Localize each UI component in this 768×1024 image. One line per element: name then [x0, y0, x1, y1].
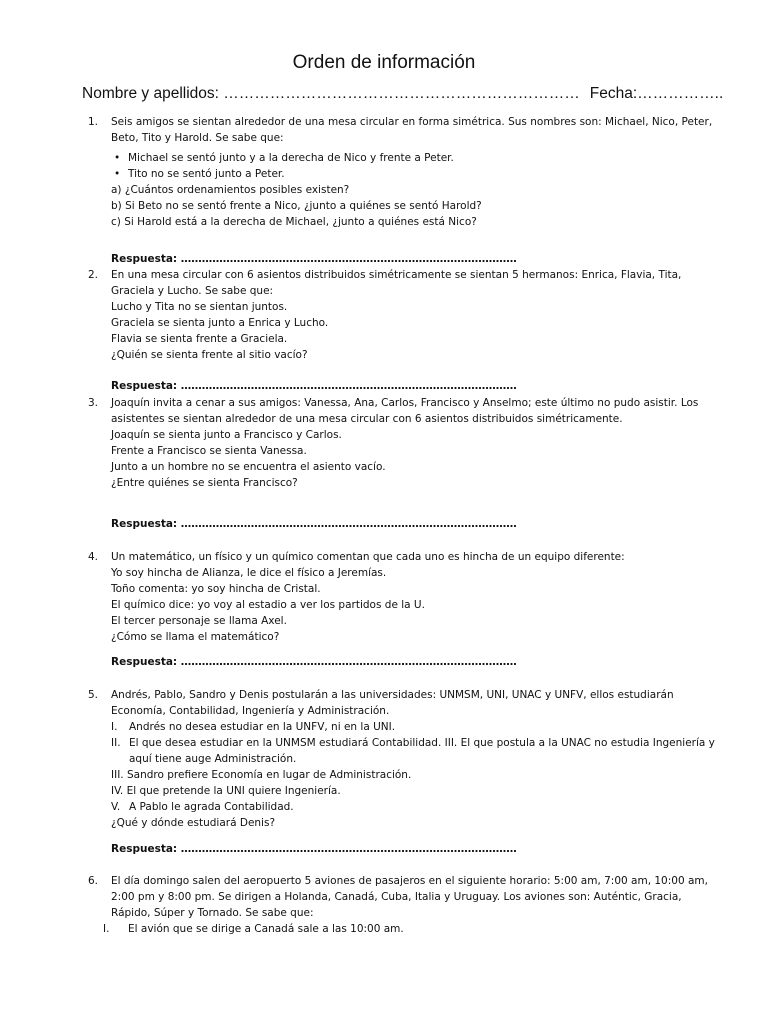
statement: El tercer personaje se llama Axel. — [111, 615, 287, 627]
statement: Joaquín se sienta junto a Francisco y Carlos. — [111, 429, 342, 441]
question-number: 5. — [88, 689, 99, 701]
question-intro: Un matemático, un físico y un químico comentan que cada uno es hincha de un equipo diferente: — [111, 551, 625, 563]
date-field-label: Fecha:…………….. — [589, 85, 724, 102]
list-item: V. A Pablo le agrada Contabilidad. — [111, 801, 294, 813]
question-number: 3. — [88, 397, 99, 409]
sub-question-a: a) ¿Cuántos ordenamientos posibles existen? — [111, 184, 350, 196]
question-number: 1. — [88, 116, 99, 128]
answer-line-1: Respuesta: …………………………………………………………………………………… — [111, 253, 517, 265]
question-intro: En una mesa circular con 6 asientos distribuidos simétricamente se sientan 5 hermanos: Enrica, Flavia, Tita, Graciela y Lucho. Se sabe que: — [111, 269, 682, 297]
statement: Graciela se sienta junto a Enrica y Lucho. — [111, 317, 329, 329]
page-title: Orden de información — [292, 52, 476, 73]
answer-line-5: Respuesta: …………………………………………………………………………………… — [111, 843, 517, 855]
statement: Toño comenta: yo soy hincha de Cristal. — [111, 583, 321, 595]
list-item: • Tito no se sentó junto a Peter. — [114, 168, 285, 180]
sub-question-b: b) Si Beto no se sentó frente a Nico, ¿junto a quiénes se sentó Harold? — [111, 200, 482, 212]
question-number: 4. — [88, 551, 99, 563]
sub-question-c: c) Si Harold está a la derecha de Michael, ¿junto a quiénes está Nico? — [111, 216, 477, 228]
name-date-line — [82, 83, 742, 105]
statement: Flavia se sienta frente a Graciela. — [111, 333, 288, 345]
question-intro: Andrés, Pablo, Sandro y Denis postularán a las universidades: UNMSM, UNI, UNAC y UNFV, ellos estudiarán Economía, Contabilidad, Ingeniería y Administración. — [111, 689, 674, 717]
question-number: 6. — [88, 875, 99, 887]
list-item: III. Sandro prefiere Economía en lugar de Administración. — [111, 769, 412, 781]
question-prompt: ¿Quién se sienta frente al sitio vacío? — [111, 349, 308, 361]
statement: Yo soy hincha de Alianza, le dice el físico a Jeremías. — [111, 567, 387, 579]
statement: Junto a un hombre no se encuentra el asiento vacío. — [111, 461, 386, 473]
question-number: 2. — [88, 269, 99, 281]
list-item: I. Andrés no desea estudiar en la UNFV, ni en la UNI. — [111, 721, 396, 733]
list-item: II. El que desea estudiar en la UNMSM estudiará Contabilidad. III. El que postula a la UNAC no estudia Ingeniería y aquí tiene auge Administración. — [111, 737, 715, 765]
answer-line-2: Respuesta: …………………………………………………………………………………… — [111, 380, 517, 392]
question-intro: El día domingo salen del aeropuerto 5 aviones de pasajeros en el siguiente horario: 5:00 am, 7:00 am, 10:00 am, 2:00 pm y 8:00 pm. Se dirigen a Holanda, Canadá, Cuba, Italia y Uruguay. Los aviones son: Auténtic, Gracia, Rápido, Súper y Tornado. Se sabe que: — [111, 875, 708, 919]
statement: El químico dice: yo voy al estadio a ver los partidos de la U. — [111, 599, 425, 611]
statement: Lucho y Tita no se sientan juntos. — [111, 301, 288, 313]
name-field-label: Nombre y apellidos: …………………………………………………………… — [82, 85, 580, 102]
list-item: IV. El que pretende la UNI quiere Ingeniería. — [111, 785, 341, 797]
list-item: • Michael se sentó junto y a la derecha de Nico y frente a Peter. — [114, 152, 454, 164]
answer-line-3: Respuesta: …………………………………………………………………………………… — [111, 518, 517, 530]
question-prompt: ¿Entre quiénes se sienta Francisco? — [111, 477, 298, 489]
answer-line-4: Respuesta: …………………………………………………………………………………… — [111, 656, 517, 668]
question-intro: Seis amigos se sientan alrededor de una mesa circular en forma simétrica. Sus nombres son: Michael, Nico, Peter, Beto, Tito y Harold. Se sabe que: — [111, 116, 713, 144]
document-page: Orden de información Nombre y apellidos: …………………………………………………………… Fecha:…………….. 1. Seis amigos se sientan alrededor de una mesa circular en forma simétrica. Sus nombres son: Michael, Nico, Peter, Beto, Tito y Harold. Se sabe que: • Michael se sentó junto y a la derecha de Nico y frente a Peter. • Tito no se sentó junto a Peter. a) ¿Cuántos ordenamientos posibles existen? b) Si Beto no se sentó frente a Nico, ¿junto a quiénes se sentó Harold? c) Si Harold está a la derecha de Michael, ¿junto a quiénes está Nico? Respuesta: …………………………………………………………………………………… 2. En una mesa circular con 6 asientos distribuidos simétricamente se sientan 5 hermanos: Enrica, Flavia, Tita, Graciela y Lucho. Se sabe que: Lucho y Tita no se sientan juntos. Graciela se sienta junto a Enrica y Lucho. Flavia se sienta frente a Graciela. ¿Quién se sienta frente al sitio vacío? Respuesta: …………………………………………………………………………………… 3. Joaquín invita a cenar a sus amigos: Vanessa, Ana, Carlos, Francisco y Anselmo; este último no pudo asistir. Los asistentes se sientan alrededor de una mesa circular con 6 asientos distribuidos simétricamente. Joaquín se sienta junto a Francisco y Carlos. Frente a Francisco se sienta Vanessa. Junto a un hombre no se encuentra el asiento vacío. ¿Entre quiénes se sienta Francisco? Respuesta: …………………………………………………………………………………… 4. Un matemático, un físico y un químico comentan que cada uno es hincha de un equipo diferente: Yo soy hincha de Alianza, le dice el físico a Jeremías. Toño comenta: yo soy hincha de Cristal. El químico dice: yo voy al estadio a ver los partidos de la U. El tercer personaje se llama Axel. ¿Cómo se llama el matemático? Respuesta: …………………………………………………………………………………… 5. Andrés, Pablo, Sandro y Denis postularán a las universidades: UNMSM, UNI, UNAC y UNFV, ellos estudiarán Economía, Contabilidad, Ingeniería y Administración. I. Andrés no desea estudiar en la UNFV, ni en la UNI. II. El que desea estudiar en la UNMSM estudiará Contabilidad. III. El que postula a la UNAC no estudia Ingeniería y aquí tiene auge Administración. III. Sandro prefiere Economía en lugar de Administración. IV. El que pretende la UNI quiere Ingeniería. V. A Pablo le agrada Contabilidad. ¿Qué y dónde estudiará Denis? Respuesta: …………………………………………………………………………………… 6. El día domingo salen del aeropuerto 5 aviones de pasajeros en el siguiente horario: 5:00 am, 7:00 am, 10:00 am, 2:00 pm y 8:00 pm. Se dirigen a Holanda, Canadá, Cuba, Italia y Uruguay. Los aviones son: Auténtic, Gracia, Rápido, Súper y Tornado. Se sabe que: I. El avión que se dirige a Canadá sale a las 10:00 am. — [0, 0, 768, 1024]
question-intro: Joaquín invita a cenar a sus amigos: Vanessa, Ana, Carlos, Francisco y Anselmo; este último no pudo asistir. Los asistentes se sientan alrededor de una mesa circular con 6 asientos distribuidos simétricamente. — [111, 397, 699, 425]
question-prompt: ¿Cómo se llama el matemático? — [111, 631, 280, 643]
statement: Frente a Francisco se sienta Vanessa. — [111, 445, 307, 457]
question-prompt: ¿Qué y dónde estudiará Denis? — [111, 817, 276, 829]
